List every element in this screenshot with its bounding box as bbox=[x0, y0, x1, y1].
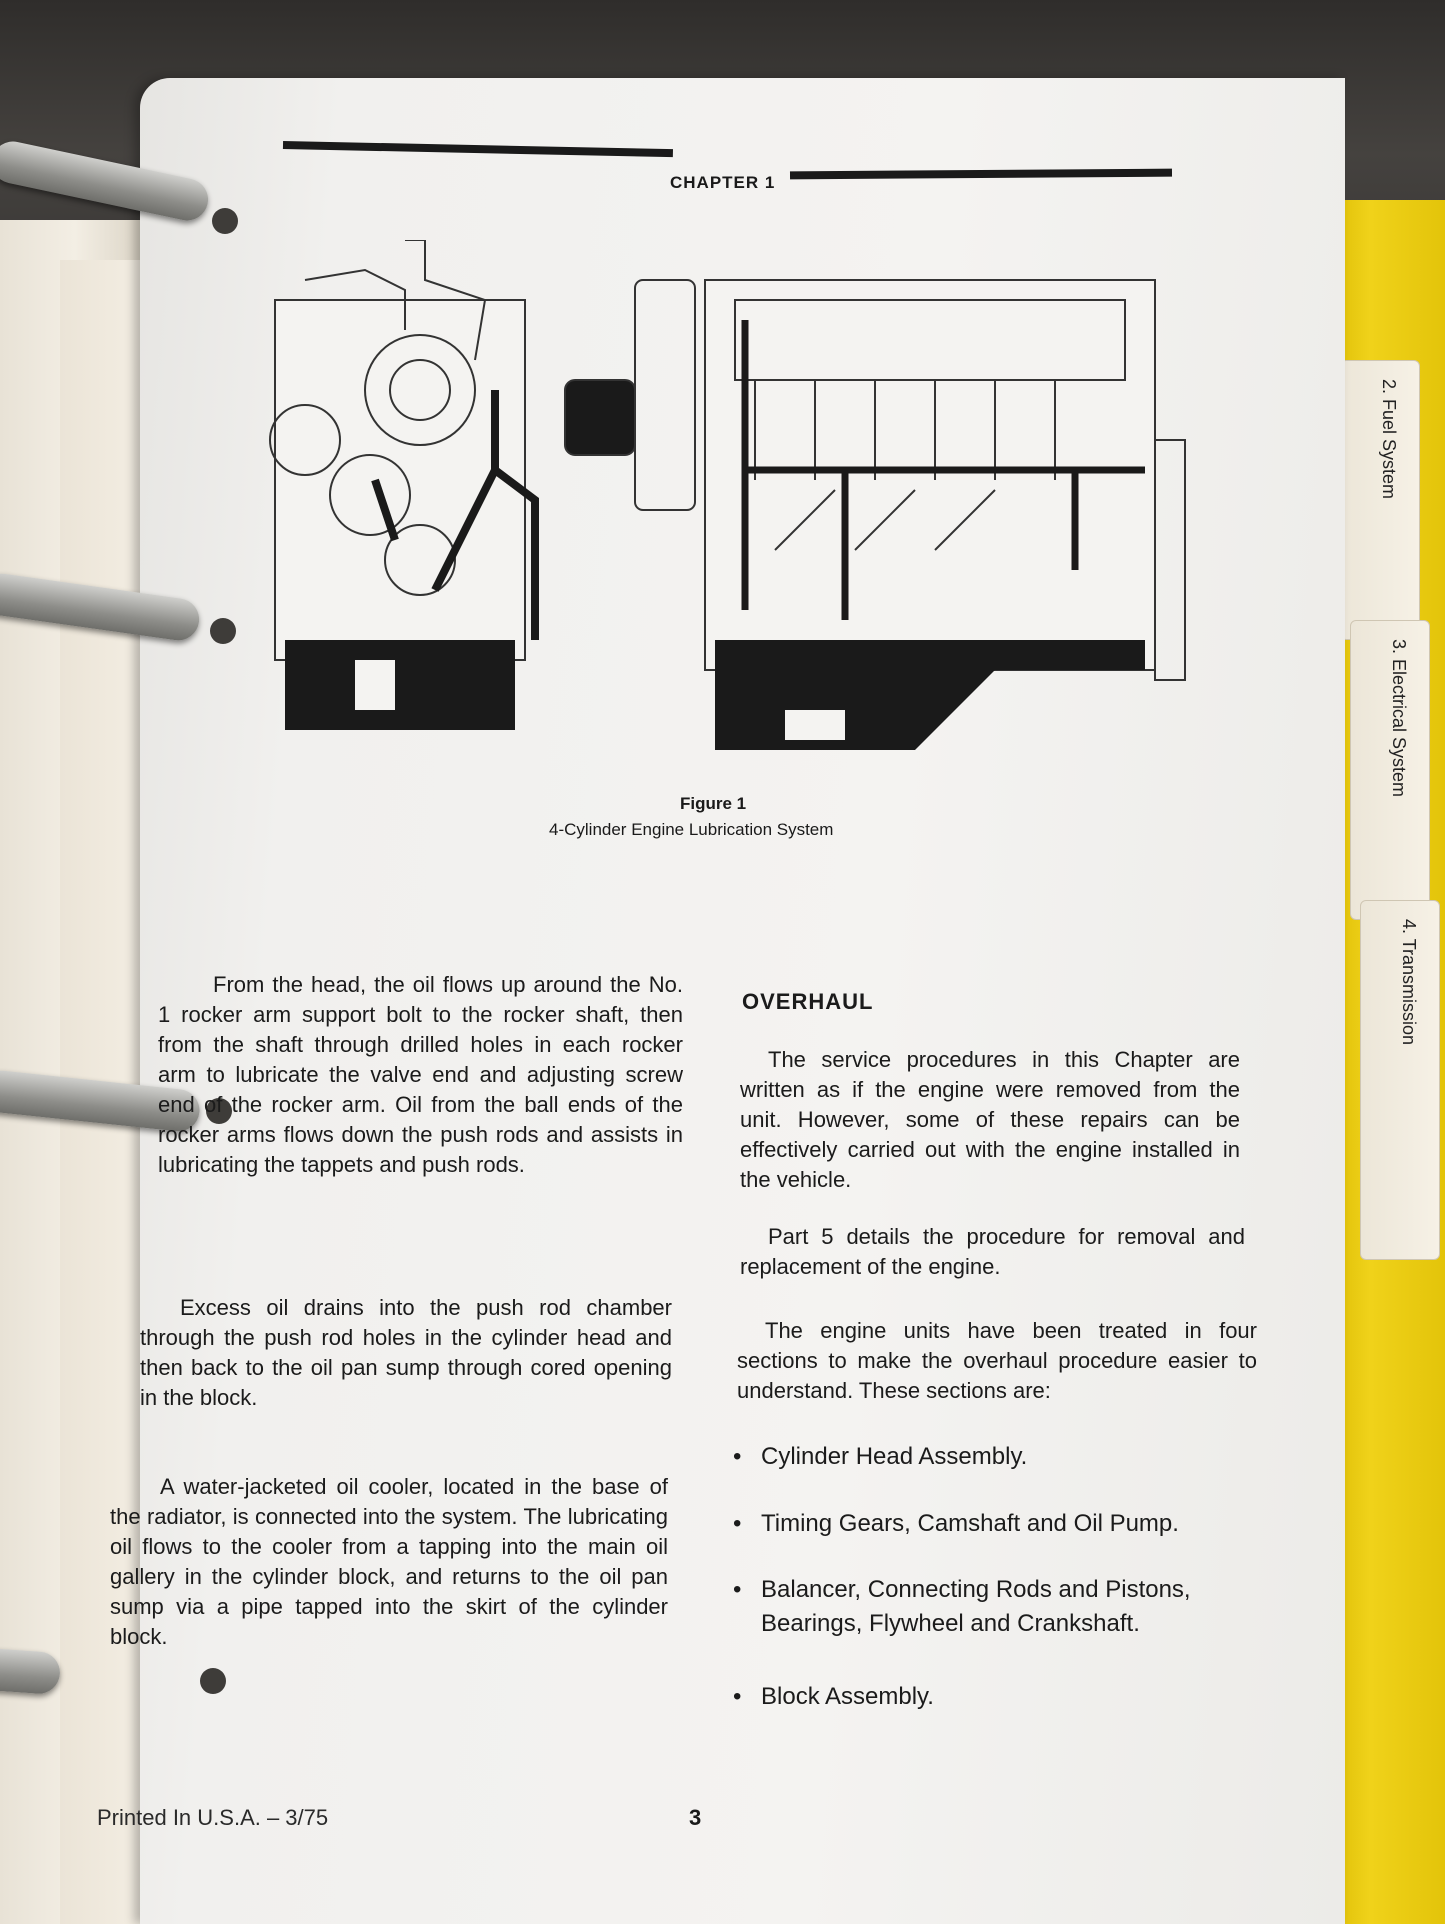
chapter-label: CHAPTER 1 bbox=[670, 173, 776, 192]
section-heading: OVERHAUL bbox=[742, 989, 874, 1014]
tab-transmission[interactable]: 4. Transmission bbox=[1360, 900, 1440, 1260]
bullet-icon: • bbox=[733, 1576, 742, 1603]
left-paragraph: A water-jacketed oil cooler, located in the base of the radiator, is connected into the system. The lubricating oil flows to the cooler from a tapping into the main oil gallery in the cylinder block, and returns to the oil pan sump via a pipe tapped into the skirt of the cylinder block. bbox=[110, 1474, 668, 1649]
list-item bbox=[733, 1573, 1293, 1653]
list-item-text: Timing Gears, Camshaft and Oil Pump. bbox=[761, 1510, 1179, 1537]
list-item-text: Block Assembly. bbox=[761, 1683, 934, 1710]
tab-fuel-system[interactable]: 2. Fuel System bbox=[1340, 360, 1420, 640]
left-paragraph: Excess oil drains into the push rod chamber through the push rod holes in the cylinder head and then back to the oil pan sump through cored opening in the block. bbox=[140, 1295, 672, 1410]
right-paragraph: The service procedures in this Chapter are written as if the engine were removed from the unit. However, some of these repairs can be effectively carried out with the engine installed in the vehicle. bbox=[740, 1047, 1240, 1192]
engine-cross-section bbox=[255, 240, 1195, 750]
figure-caption: 4-Cylinder Engine Lubrication System bbox=[549, 820, 834, 839]
punch-hole bbox=[212, 208, 238, 234]
bullet-icon: • bbox=[733, 1443, 742, 1470]
right-paragraph: Part 5 details the procedure for removal and replacement of the engine. bbox=[740, 1224, 1245, 1279]
list-item-text: Balancer, Connecting Rods and Pistons, Bearings, Flywheel and Crankshaft. bbox=[761, 1576, 1191, 1637]
engine-lubrication-diagram bbox=[255, 240, 1195, 750]
print-info: Printed In U.S.A. – 3/75 bbox=[97, 1805, 329, 1830]
tab-electrical-system[interactable]: 3. Electrical System bbox=[1350, 620, 1430, 920]
bullet-icon: • bbox=[733, 1683, 742, 1710]
list-item bbox=[733, 1440, 1293, 1480]
right-paragraph: The engine units have been treated in four sections to make the overhaul procedure easier to understand. These sections are: bbox=[737, 1318, 1257, 1403]
figure-number: Figure 1 bbox=[680, 794, 747, 813]
list-item bbox=[733, 1507, 1293, 1547]
left-paragraph: From the head, the oil flows up around the No. 1 rocker arm support bolt to the rocker shaft, then from the shaft through drilled holes in each rocker arm to lubricate the valve end and adjusting screw end of the rocker arm. Oil from the ball ends of the rocker arms flows down the push rods and assists in lubricating the tappets and push rods. bbox=[158, 972, 683, 1177]
list-item-text: Cylinder Head Assembly. bbox=[761, 1443, 1028, 1470]
list-item bbox=[733, 1680, 1293, 1720]
punch-hole bbox=[200, 1668, 226, 1694]
punch-hole bbox=[210, 618, 236, 644]
bullet-icon: • bbox=[733, 1510, 742, 1537]
page-number: 3 bbox=[689, 1805, 702, 1830]
